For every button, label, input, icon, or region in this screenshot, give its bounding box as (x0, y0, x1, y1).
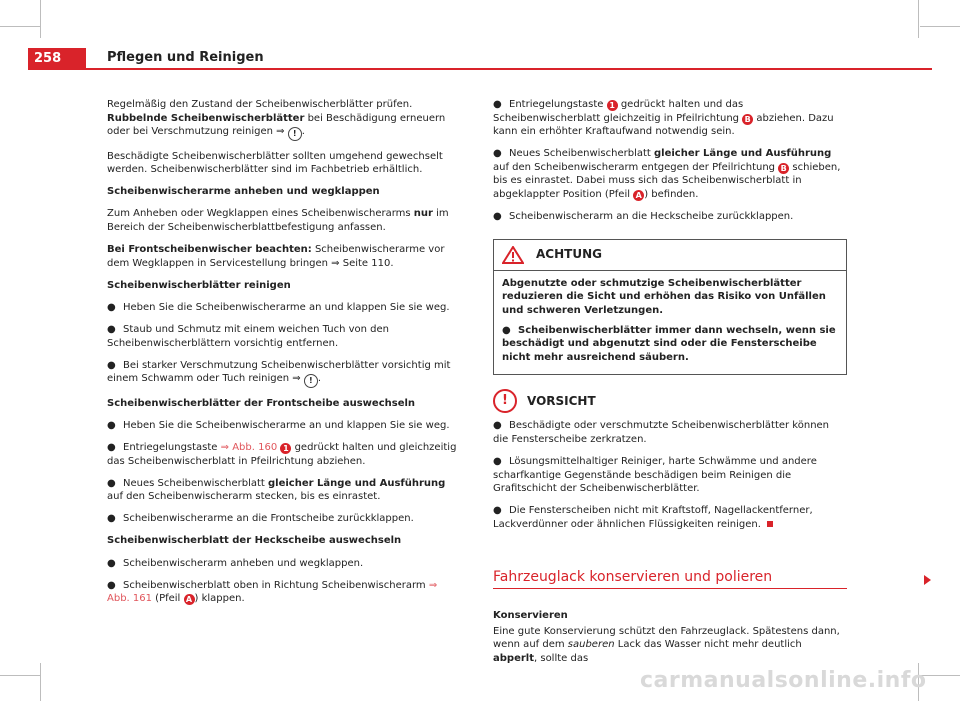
marker-1: 1 (280, 443, 291, 454)
bullet-item: ● Scheibenwischerblatt oben in Richtung Scheibenwischerarm ⇒ Abb. 161 (Pfeil A ) klappen. (107, 579, 438, 605)
subheading: Konservieren (493, 610, 568, 622)
crop-mark (0, 675, 40, 676)
paragraph: Bei Frontscheibenwischer beachten: Scheibenwischerarme vor dem Wegklappen in Servicestellung bringen ⇒ Seite 110. (107, 244, 445, 269)
watermark: carmanualsonline.info (640, 668, 927, 693)
subheading: Scheibenwischerblatt der Heckscheibe auswechseln (107, 535, 402, 547)
warning-icon: ! (304, 374, 318, 388)
paragraph: Regelmäßig den Zustand der Scheibenwischerblätter prüfen. Rubbelnde Scheibenwischerblätter bei Beschädigung erneuern oder bei Verschmutzung reinigen ⇒ ! . (107, 98, 462, 141)
paragraph: Zum Anheben oder Wegklappen eines Scheibenwischerarms nur im Bereich der Scheibenwischerblattbefestigung anfassen. (107, 208, 449, 234)
bullet-item: ● Entriegelungstaste ⇒ Abb. 160 1 gedrückt halten und gleichzeitig das Scheibenwischerblatt in Pfeilrichtung abziehen. (107, 442, 457, 467)
warning-triangle-icon (502, 246, 524, 264)
subheading: Scheibenwischerblätter der Frontscheibe auswechseln (107, 397, 416, 409)
crop-mark (920, 26, 960, 27)
crop-mark (0, 26, 40, 27)
bullet-item: ● Neues Scheibenwischerblatt gleicher Länge und Ausführung auf den Scheibenwischerarm entgegen der Pfeilrichtung B schieben, bis es einrastet. Dabei muss sich das Scheibenwischerblatt in abgeklappter Position (Pfeil A ) befinden. (493, 148, 841, 201)
bullet-item: ● Die Fensterscheiben nicht mit Kraftstoff, Nagellackentferner, Lackverdünner oder ähnlichen Flüssigkeiten reinigen. (493, 505, 813, 530)
bullet-item: ● Lösungsmittelhaltiger Reiniger, harte Schwämme und andere scharfkantige Gegenstände beschädigen beim Reinigen die Grafitschicht der Scheibenwischerblätter. (493, 456, 817, 495)
paragraph: Beschädigte Scheibenwischerblätter sollten umgehend gewechselt werden. Scheibenwischerblätter sind im Fachbetrieb erhältlich. (107, 150, 443, 176)
end-marker-icon (767, 521, 773, 527)
marker-a: A (633, 190, 644, 201)
paragraph: Eine gute Konservierung schützt den Fahrzeuglack. Spätestens dann, wenn auf dem sauberen Lack das Wasser nicht mehr deutlich abperlt, sollte das (493, 625, 840, 664)
subheading: Scheibenwischerarme anheben und wegklappen (107, 186, 380, 198)
marker-a: A (184, 594, 195, 605)
warning-title: ACHTUNG (536, 246, 602, 261)
marker-b: B (742, 114, 753, 125)
crop-mark (40, 663, 41, 701)
warning-icon: ! (288, 127, 302, 141)
crop-mark (918, 0, 919, 38)
bullet-item: ● Scheibenwischerarme an die Frontscheibe zurückklappen. (107, 513, 414, 525)
page-number: 258 (28, 48, 86, 69)
caution-title: VORSICHT (527, 393, 596, 408)
bullet-item: ● Staub und Schmutz mit einem weichen Tuch von den Scheibenwischerblättern vorsichtig entfernen. (107, 324, 389, 349)
header-rule (28, 68, 932, 70)
bullet-item: ● Scheibenwischerarm an die Heckscheibe zurückklappen. (493, 211, 794, 223)
continue-arrow-icon (924, 575, 931, 585)
left-column (107, 98, 462, 614)
caution-header (493, 389, 847, 413)
section-title: Fahrzeuglack konservieren und polieren (493, 571, 847, 589)
caution-icon: ! (493, 389, 517, 413)
chapter-title: Pflegen und Reinigen (107, 50, 264, 65)
warning-text: Abgenutzte oder schmutzige Scheibenwischerblätter reduzieren die Sicht und erhöhen das Risiko von Unfällen und schweren Verletzungen. (502, 277, 826, 316)
bullet-item: ● Beschädigte oder verschmutzte Scheibenwischerblätter können die Fensterscheibe zerkratzen. (493, 420, 830, 445)
bullet-item: ● Bei starker Verschmutzung Scheibenwischerblätter vorsichtig mit einem Schwamm oder Tuch reinigen ⇒ ! . (107, 359, 462, 389)
bullet-item: ● Heben Sie die Scheibenwischerarme an und klappen Sie sie weg. (107, 301, 450, 313)
bullet-item: ● Heben Sie die Scheibenwischerarme an und klappen Sie sie weg. (107, 419, 450, 431)
bullet-item: ● Entriegelungstaste 1 gedrückt halten und das Scheibenwischerblatt gleichzeitig in Pfeilrichtung B abziehen. Dazu kann ein erhöhter Kraftaufwand notwendig sein. (493, 99, 834, 138)
bullet-item: ● Scheibenwischerarm anheben und wegklappen. (107, 557, 364, 569)
warning-box (493, 239, 847, 376)
figure-link[interactable]: ⇒ Abb. 161 (107, 579, 438, 605)
subheading: Scheibenwischerblätter reinigen (107, 279, 291, 291)
bullet-item: ● Neues Scheibenwischerblatt gleicher Länge und Ausführung auf den Scheibenwischerarm stecken, bis es einrastet. (107, 477, 446, 503)
warning-header (494, 240, 846, 271)
warning-body (494, 271, 846, 375)
marker-1: 1 (607, 100, 618, 111)
warning-text: ● Scheibenwischerblätter immer dann wechseln, wenn sie beschädigt und abgenutzt sind oder die Fensterscheibe nicht mehr ausreichend säubern. (502, 324, 836, 363)
figure-link[interactable]: ⇒ Abb. 160 (220, 442, 278, 453)
marker-b: B (778, 163, 789, 174)
crop-mark (40, 0, 41, 38)
right-column (493, 98, 847, 674)
